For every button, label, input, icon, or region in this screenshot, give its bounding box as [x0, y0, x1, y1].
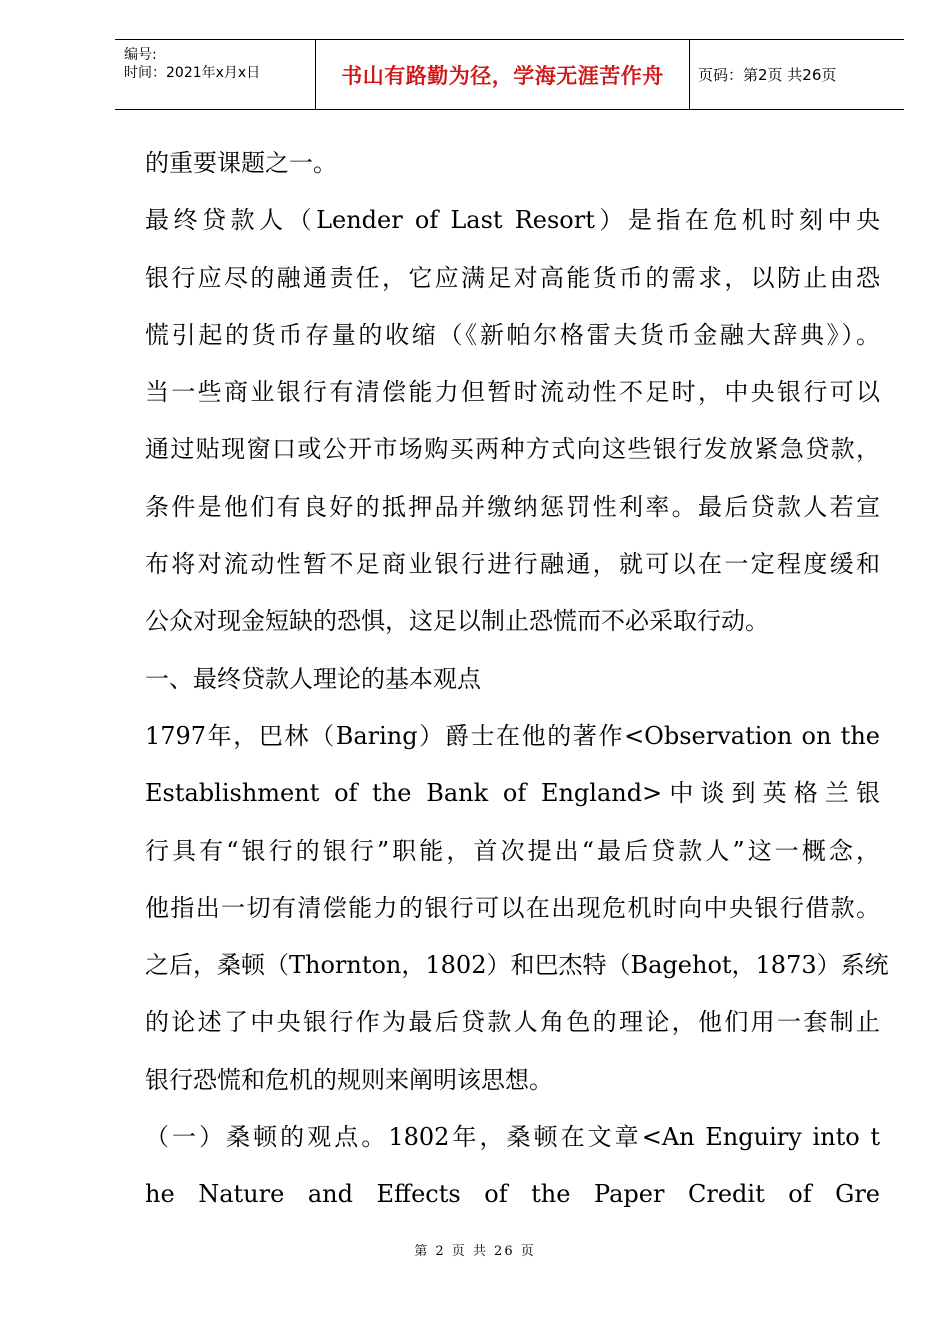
body-line: 公众对现金短缺的恐惧，这足以制止恐慌而不必采取行动。 — [145, 607, 769, 636]
subsection-line: （一）桑顿的观点。1802年，桑顿在文章<An Enguiry into t — [145, 1123, 880, 1152]
body-line: 的论述了中央银行作为最后贷款人角色的理论，他们用一套制止 — [145, 1008, 880, 1037]
header-motto-cell — [316, 40, 690, 109]
body-line: 他指出一切有清偿能力的银行可以在出现危机时向中央银行借款。 — [145, 893, 880, 922]
header-page-cell — [690, 40, 904, 109]
body-line: 通过贴现窗口或公开市场购买两种方式向这些银行发放紧急贷款， — [145, 435, 880, 464]
body-line: 之后，桑顿（Thornton，1802）和巴杰特（Bagehot，1873）系统 — [145, 951, 889, 980]
body-line: 的重要课题之一。 — [145, 149, 337, 177]
document-body — [145, 135, 889, 1224]
page-footer: 第 2 页 共 26 页 — [414, 1244, 536, 1259]
section-heading: 一、最终贷款人理论的基本观点 — [145, 664, 481, 693]
document-number: 编号: — [124, 47, 157, 63]
header-meta — [115, 40, 316, 109]
header-motto: 书山有路勤为径，学海无涯苦作舟 — [341, 63, 664, 88]
body-line: 1797年，巴林（Baring）爵士在他的著作<Observation on the — [145, 721, 880, 750]
page-header — [115, 39, 904, 110]
header-page-info: 页码：第2页 共26页 — [698, 66, 837, 84]
body-line: 银行应尽的融通责任，它应满足对高能货币的需求，以防止由恐 — [145, 263, 880, 292]
body-line: 行具有“银行的银行”职能，首次提出“最后贷款人”这一概念， — [145, 836, 880, 865]
body-line: 条件是他们有良好的抵押品并缴纳惩罚性利率。最后贷款人若宣 — [145, 492, 880, 521]
body-line: 当一些商业银行有清偿能力但暂时流动性不足时，中央银行可以 — [145, 378, 880, 407]
body-line: he Nature and Effects of the Paper Credit of Gre — [145, 1180, 880, 1209]
body-line: Establishment of the Bank of England>中谈到英格兰银 — [145, 779, 880, 808]
body-line: 慌引起的货币存量的收缩（《新帕尔格雷夫货币金融大辞典》）。 — [145, 320, 880, 349]
body-line: 布将对流动性暂不足商业银行进行融通，就可以在一定程度缓和 — [145, 550, 880, 579]
document-date: 时间：2021年x月x日 — [124, 65, 261, 81]
body-line: 最终贷款人（Lender of Last Resort）是指在危机时刻中央 — [145, 206, 880, 235]
body-line: 银行恐慌和危机的规则来阐明该思想。 — [145, 1065, 553, 1094]
